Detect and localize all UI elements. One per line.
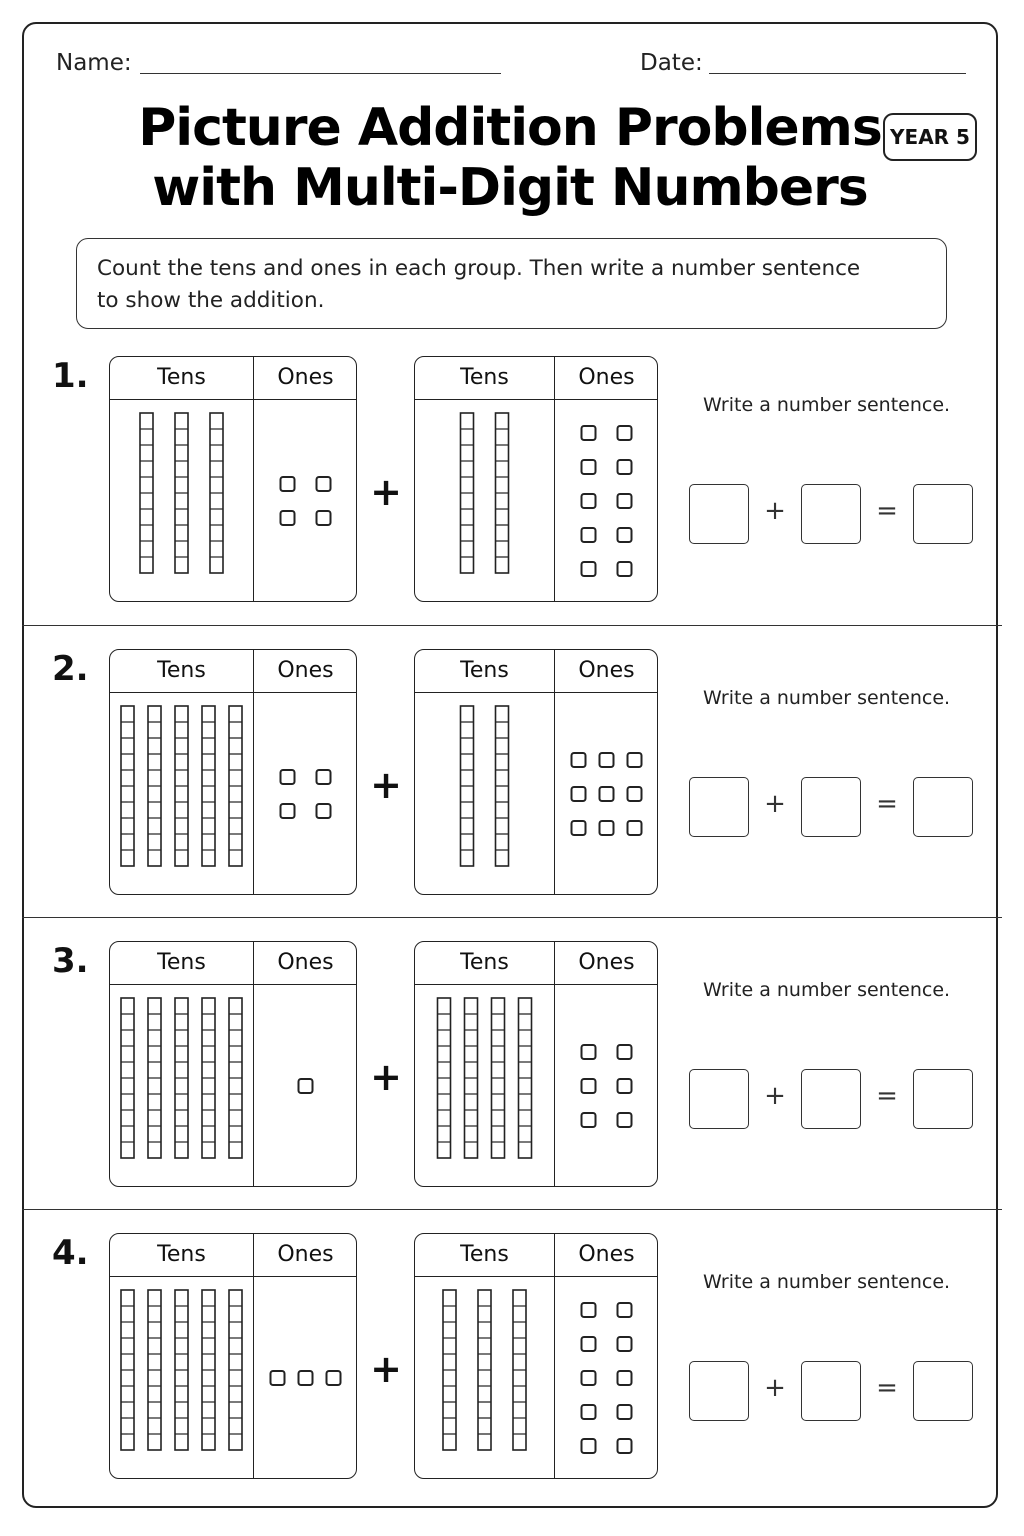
number-sentence-prompt: Write a number sentence. — [703, 979, 951, 1001]
tens-rod — [461, 706, 474, 866]
tens-header: Tens — [157, 365, 206, 390]
ones-cube — [618, 562, 632, 576]
tens-rod — [202, 706, 215, 866]
tens-rod — [121, 706, 134, 866]
ones-cube — [582, 528, 596, 542]
page-title — [120, 98, 900, 218]
number-sentence-prompt: Write a number sentence. — [703, 1271, 951, 1293]
name-label: Name: — [56, 50, 132, 76]
ones-header: Ones — [277, 658, 334, 683]
ones-cube — [582, 1405, 596, 1419]
ones-header: Ones — [578, 658, 635, 683]
problem-number: 4. — [52, 1233, 89, 1273]
instructions-box — [76, 238, 947, 329]
problem-number: 3. — [52, 941, 89, 981]
addend-answer-box[interactable] — [689, 1069, 749, 1129]
ones-cube — [271, 1371, 285, 1385]
addend-answer-box[interactable] — [689, 1361, 749, 1421]
ones-cube — [628, 787, 642, 801]
problem-number: 2. — [52, 649, 89, 689]
ones-cube — [317, 770, 331, 784]
ones-cube — [582, 1439, 596, 1453]
base-ten-blocks — [415, 1234, 658, 1479]
title-line-1: Picture Addition Problems — [138, 98, 882, 158]
plus-sign: + — [370, 1055, 402, 1099]
tens-rod — [175, 413, 188, 573]
number-sentence-prompt: Write a number sentence. — [703, 687, 951, 709]
ones-cube — [582, 494, 596, 508]
tens-rod — [175, 998, 188, 1158]
place-value-chart-second — [414, 356, 658, 602]
ones-header: Ones — [578, 365, 635, 390]
tens-header: Tens — [460, 365, 509, 390]
ones-cube — [317, 804, 331, 818]
ones-cube — [618, 1405, 632, 1419]
ones-cube — [281, 511, 295, 525]
ones-cube — [281, 477, 295, 491]
instructions-line-2: to show the addition. — [97, 288, 325, 313]
tens-header: Tens — [157, 1242, 206, 1267]
ones-cube — [618, 1045, 632, 1059]
tens-rod — [140, 413, 153, 573]
place-value-chart-first — [109, 356, 357, 602]
ones-header: Ones — [277, 365, 334, 390]
tens-rod — [148, 1290, 161, 1450]
plus-sign: + — [370, 763, 402, 807]
number-sentence-prompt: Write a number sentence. — [703, 394, 951, 416]
ones-cube — [618, 1079, 632, 1093]
date-line[interactable] — [709, 73, 966, 74]
tens-rod — [148, 706, 161, 866]
tens-rod — [202, 998, 215, 1158]
equals-operator: = — [876, 1373, 898, 1403]
sum-answer-box[interactable] — [913, 1069, 973, 1129]
addend-answer-box[interactable] — [801, 1069, 861, 1129]
tens-rod — [210, 413, 223, 573]
tens-rod — [461, 413, 474, 573]
place-value-chart-second — [414, 1233, 658, 1479]
tens-rod — [148, 998, 161, 1158]
ones-cube — [618, 1337, 632, 1351]
ones-cube — [317, 477, 331, 491]
ones-cube — [582, 1113, 596, 1127]
plus-operator: + — [764, 496, 786, 526]
name-line[interactable] — [140, 73, 501, 74]
plus-sign: + — [370, 470, 402, 514]
ones-cube — [572, 787, 586, 801]
base-ten-blocks — [110, 357, 357, 602]
date-label: Date: — [640, 50, 703, 76]
place-value-chart-first — [109, 941, 357, 1187]
base-ten-blocks — [415, 650, 658, 895]
sum-answer-box[interactable] — [913, 1361, 973, 1421]
ones-cube — [618, 1303, 632, 1317]
base-ten-blocks — [110, 942, 357, 1187]
plus-sign: + — [370, 1347, 402, 1391]
ones-header: Ones — [277, 950, 334, 975]
addend-answer-box[interactable] — [801, 1361, 861, 1421]
ones-header: Ones — [578, 1242, 635, 1267]
instructions-line-1: Count the tens and ones in each group. Then write a number sentence — [97, 256, 861, 281]
addend-answer-box[interactable] — [689, 777, 749, 837]
year-badge: YEAR 5 — [883, 113, 977, 161]
tens-rod — [229, 998, 242, 1158]
ones-cube — [618, 1113, 632, 1127]
ones-cube — [299, 1079, 313, 1093]
ones-cube — [618, 460, 632, 474]
place-value-chart-first — [109, 1233, 357, 1479]
addend-answer-box[interactable] — [801, 484, 861, 544]
sum-answer-box[interactable] — [913, 777, 973, 837]
tens-rod — [496, 413, 509, 573]
ones-cube — [618, 1439, 632, 1453]
tens-header: Tens — [460, 658, 509, 683]
tens-rod — [175, 706, 188, 866]
base-ten-blocks — [415, 942, 658, 1187]
base-ten-blocks — [110, 1234, 357, 1479]
ones-cube — [572, 753, 586, 767]
base-ten-blocks — [110, 650, 357, 895]
tens-rod — [496, 706, 509, 866]
ones-cube — [600, 821, 614, 835]
tens-header: Tens — [157, 658, 206, 683]
ones-cube — [582, 1303, 596, 1317]
problem-row — [0, 941, 1024, 1233]
ones-cube — [582, 1371, 596, 1385]
plus-operator: + — [764, 789, 786, 819]
ones-cube — [628, 821, 642, 835]
ones-header: Ones — [277, 1242, 334, 1267]
title-line-2: with Multi-Digit Numbers — [152, 158, 868, 218]
ones-cube — [317, 511, 331, 525]
ones-cube — [281, 804, 295, 818]
tens-rod — [202, 1290, 215, 1450]
plus-operator: + — [764, 1373, 786, 1403]
place-value-chart-second — [414, 649, 658, 895]
tens-rod — [519, 998, 532, 1158]
equals-operator: = — [876, 789, 898, 819]
tens-rod — [229, 1290, 242, 1450]
tens-rod — [443, 1290, 456, 1450]
ones-cube — [281, 770, 295, 784]
base-ten-blocks — [415, 357, 658, 602]
tens-rod — [438, 998, 451, 1158]
ones-cube — [618, 528, 632, 542]
equals-operator: = — [876, 1081, 898, 1111]
problem-row — [0, 1233, 1024, 1525]
tens-rod — [121, 998, 134, 1158]
ones-header: Ones — [578, 950, 635, 975]
ones-cube — [572, 821, 586, 835]
ones-cube — [618, 494, 632, 508]
problem-row — [0, 649, 1024, 941]
ones-cube — [618, 1371, 632, 1385]
ones-cube — [299, 1371, 313, 1385]
problem-number: 1. — [52, 356, 89, 396]
ones-cube — [582, 1337, 596, 1351]
ones-cube — [582, 1045, 596, 1059]
tens-rod — [492, 998, 505, 1158]
ones-cube — [327, 1371, 341, 1385]
tens-rod — [121, 1290, 134, 1450]
tens-rod — [465, 998, 478, 1158]
tens-header: Tens — [460, 1242, 509, 1267]
ones-cube — [582, 1079, 596, 1093]
ones-cube — [582, 426, 596, 440]
sum-answer-box[interactable] — [913, 484, 973, 544]
addend-answer-box[interactable] — [689, 484, 749, 544]
ones-cube — [582, 460, 596, 474]
tens-header: Tens — [157, 950, 206, 975]
ones-cube — [618, 426, 632, 440]
tens-rod — [175, 1290, 188, 1450]
ones-cube — [600, 787, 614, 801]
tens-header: Tens — [460, 950, 509, 975]
tens-rod — [229, 706, 242, 866]
ones-cube — [582, 562, 596, 576]
ones-cube — [600, 753, 614, 767]
place-value-chart-second — [414, 941, 658, 1187]
place-value-chart-first — [109, 649, 357, 895]
tens-rod — [478, 1290, 491, 1450]
tens-rod — [513, 1290, 526, 1450]
ones-cube — [628, 753, 642, 767]
addend-answer-box[interactable] — [801, 777, 861, 837]
problem-row — [0, 356, 1024, 648]
equals-operator: = — [876, 496, 898, 526]
plus-operator: + — [764, 1081, 786, 1111]
